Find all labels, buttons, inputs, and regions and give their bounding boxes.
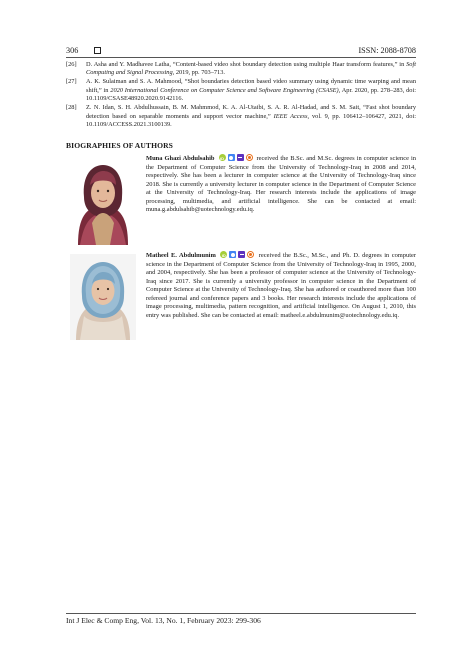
author-bio-text <box>146 155 416 215</box>
author-name: Matheel E. Abdulmunim <box>146 252 216 259</box>
author-name: Muna Ghazi Abdulsahib <box>146 155 215 162</box>
author-bio: received the B.Sc. and M.Sc. degrees in computer science in the Department of Computer Science from the University of Technology-Iraq in 2008 and 2014, respectively. She has been a lecturer in computer science at the University of Technology-Iraq since 2018. She is currently a university lecturer in computer science in the Department of Computer Science at the University of Technology-Iraq. Her research interests include the applications of image processing, multimedia, and artificial intelligence. She can be contacted at email: muna.g.abdulsahib@uotechnology.edu.iq. <box>146 155 417 214</box>
reference-number: [26] <box>66 61 77 68</box>
footer-rule <box>66 613 416 614</box>
reference-number: [28] <box>66 104 77 112</box>
reference-list <box>66 61 416 130</box>
google-scholar-icon[interactable] <box>228 154 235 161</box>
header-rule <box>66 57 416 58</box>
scopus-icon[interactable] <box>246 154 253 161</box>
reference-item <box>66 78 416 103</box>
web-of-science-icon[interactable] <box>238 251 245 258</box>
orcid-icon[interactable] <box>220 251 227 258</box>
orcid-icon[interactable] <box>219 154 226 161</box>
author-bio-text <box>146 252 416 320</box>
author-bio: received the B.Sc., M.Sc., and Ph. D. degrees in computer science in the Department of Computer Science from the University of Technology-Iraq in 1995, 2000, and 2004, respectively. She has been a professor of computer science at the University of Technology-Iraq since 2017. She is currently a university professor in computer science in the Department of Computer Science at the University of Technology-Iraq. She has authored or coauthored more than 100 refereed journal and conference papers and 3 books. Her research interests include the applications of image processing, multimedia, pattern recognition, and artificial intelligence. On August 1, 2010, this entry was published. She can be contacted at email: matheel.e.abdulmunim@uotechnology.edu.iq. <box>146 252 417 319</box>
author-biography <box>66 155 416 247</box>
author-photo <box>70 254 136 340</box>
google-scholar-icon[interactable] <box>229 251 236 258</box>
header-square-icon <box>94 47 101 54</box>
page-number: 306 <box>66 45 79 55</box>
web-of-science-icon[interactable] <box>237 154 244 161</box>
scopus-icon[interactable] <box>247 251 254 258</box>
author-photo <box>70 157 136 245</box>
reference-number: [27] <box>66 78 77 86</box>
reference-text: D. Asha and Y. Madhavee Latha, “Content-based video shot boundary detection using multiple Haar transform features,” in Soft Computing and Signal Processing, 2019, pp. 703–713. <box>86 61 416 77</box>
reference-item <box>66 104 416 129</box>
author-profile-icons <box>219 154 253 161</box>
author-profile-icons <box>220 251 254 258</box>
issn-label: ISSN: 2088-8708 <box>358 45 416 55</box>
reference-item <box>66 61 416 78</box>
reference-text: Z. N. Idan, S. H. Abdulhussain, B. M. Mahmmod, K. A. Al-Utaibi, S. A. R. Al-Hadad, and S. M. Sait, “Fast shot boundary detection based on separable moments and support vector machine,” IEEE Access, vol. 9, pp. 106412–106427, 2021, doi: 10.1109/ACCESS.2021.3100139. <box>86 104 417 129</box>
author-biography <box>66 252 416 342</box>
page-header <box>66 44 416 56</box>
reference-text: A. K. Sulaiman and S. A. Mahmood, “Shot boundaries detection based video summary using dynamic time warping and mean shift,” in 2020 International Conference on Computer Science and Software Engineering (CSASE), Apr. 2020, pp. 278–283, doi: 10.1109/CSASE48920.2020.9142116. <box>86 78 416 103</box>
section-heading: BIOGRAPHIES OF AUTHORS <box>66 141 173 150</box>
footer-citation: Int J Elec & Comp Eng, Vol. 13, No. 1, February 2023: 299-306 <box>66 616 261 625</box>
